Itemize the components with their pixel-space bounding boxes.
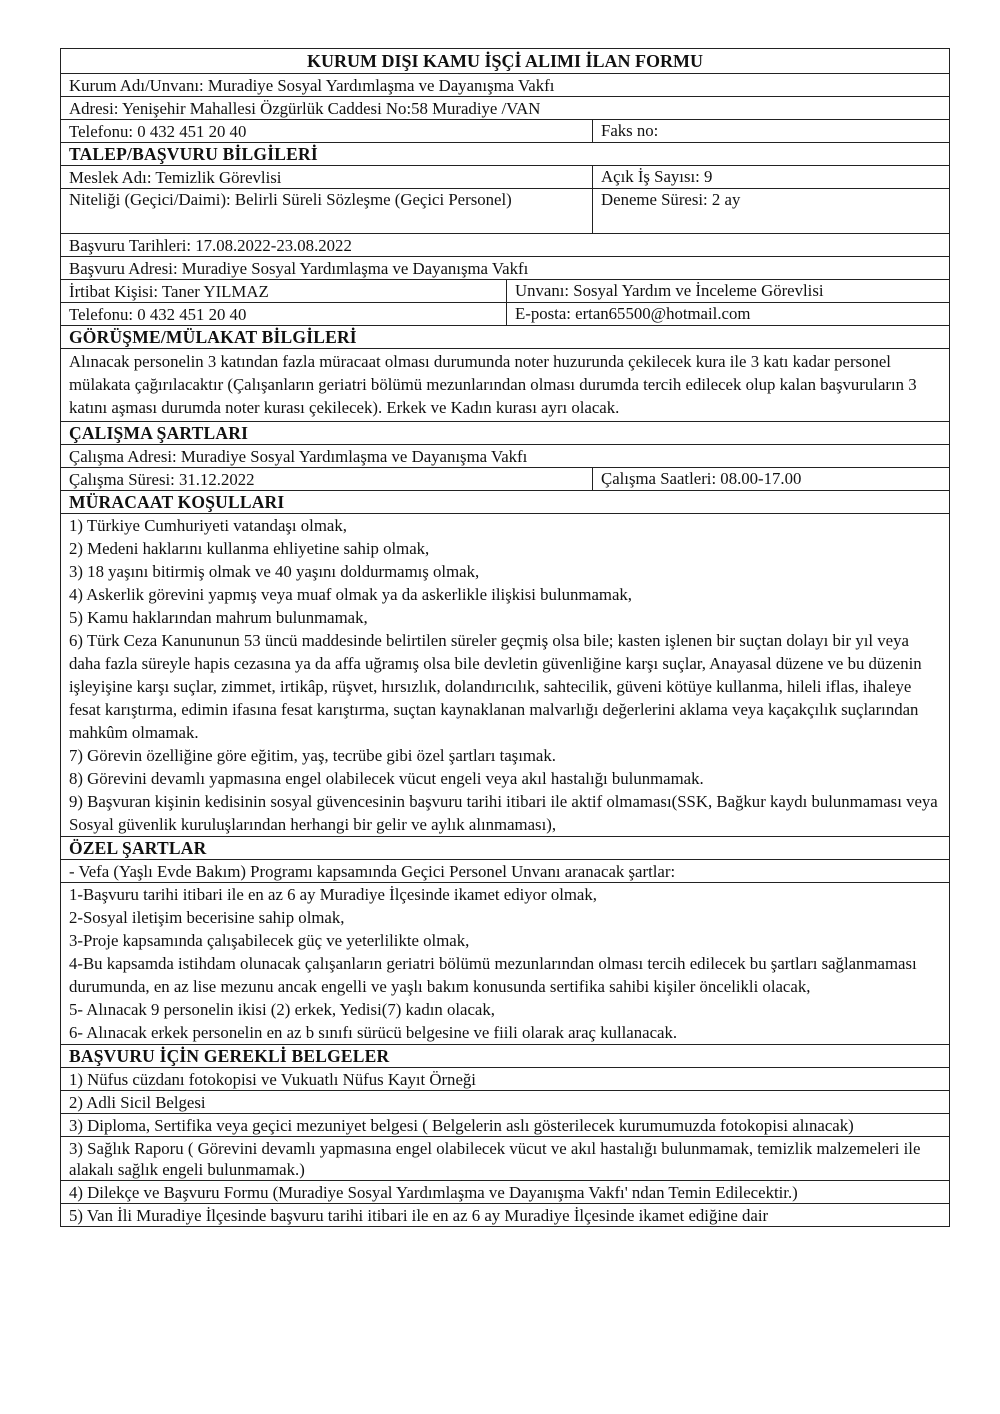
work-duration: Çalışma Süresi: 31.12.2022 <box>69 470 255 489</box>
form-title: KURUM DIŞI KAMU İŞÇİ ALIMI İLAN FORMU <box>61 49 949 74</box>
list-item: 8) Görevini devamlı yapmasına engel olabilecek vücut engeli veya akıl hastalığı bulunmamak. <box>69 769 704 788</box>
section-heading-talep: TALEP/BAŞVURU BİLGİLERİ <box>69 144 318 164</box>
document-item: 1) Nüfus cüzdanı fotokopisi ve Vukuatlı Nüfus Kayıt Örneği <box>69 1070 476 1089</box>
application-conditions-list <box>61 514 949 836</box>
document-item: 3) Diploma, Sertifika veya geçici mezuniyet belgesi ( Belgelerin aslı gösterilecek kurumumuzda fotokopisi alınacak) <box>69 1116 854 1135</box>
list-item: 6) Türk Ceza Kanununun 53 üncü maddesinde belirtilen süreler geçmiş olsa bile; kasten işlenen bir suçtan dolayı bir yıl veya daha fazla süreyle hapis cezasına ya da affa uğramış olsa bile devletin güvenliğine karşı suçlar, Anayasal düzene ve bu düzenin işleyişine karşı suçlar, zimmet, irtikâp, rüşvet, hırsızlık, dolandırıcılık, sahtecilik, güveni kötüye kullanma, hileli iflas, ihaleye fesat karıştırma, edimin ifasına fesat karıştırma, suçtan kaynaklanan malvarlığı değerlerini aklama veya kaçakçılık suçlarından mahkûm olmamak. <box>69 631 922 742</box>
list-item: 2) Medeni haklarını kullanma ehliyetine sahip olmak, <box>69 539 430 558</box>
section-heading-ozel: ÖZEL ŞARTLAR <box>69 838 207 858</box>
application-address: Başvuru Adresi: Muradiye Sosyal Yardımlaşma ve Dayanışma Vakfı <box>69 259 529 278</box>
job-title: Meslek Adı: Temizlik Görevlisi <box>69 168 282 187</box>
list-item: 5- Alınacak 9 personelin ikisi (2) erkek, Yedisi(7) kadın olacak, <box>69 1000 495 1019</box>
institution-address: Adresi: Yenişehir Mahallesi Özgürlük Caddesi No:58 Muradiye /VAN <box>69 99 541 118</box>
special-conditions-intro: - Vefa (Yaşlı Evde Bakım) Programı kapsamında Geçici Personel Unvanı aranacak şartlar: <box>69 862 676 881</box>
list-item: 1-Başvuru tarihi itibari ile en az 6 ay Muradiye İlçesinde ikamet ediyor olmak, <box>69 885 597 904</box>
work-hours: Çalışma Saatleri: 08.00-17.00 <box>592 468 949 490</box>
list-item: 9) Başvuran kişinin kedisinin sosyal güvencesinin başvuru tarihi itibari ile aktif olmaması(SSK, Bağkur kaydı bulunmaması veya Sosyal güvenlik kuruluşlarından herhangi bir gelir ve aylık alınmaması), <box>69 792 938 834</box>
list-item: 3-Proje kapsamında çalışabilecek güç ve yeterlilikte olmak, <box>69 931 470 950</box>
open-positions: Açık İş Sayısı: 9 <box>592 166 949 188</box>
document-item: 4) Dilekçe ve Başvuru Formu (Muradiye Sosyal Yardımlaşma ve Dayanışma Vakfı' ndan Temin Edilecektir.) <box>69 1183 798 1202</box>
list-item: 6- Alınacak erkek personelin en az b sınıfı sürücü belgesine ve fiili olarak araç kullanacak. <box>69 1023 678 1042</box>
probation-period: Deneme Süresi: 2 ay <box>592 189 949 233</box>
work-address: Çalışma Adresi: Muradiye Sosyal Yardımlaşma ve Dayanışma Vakfı <box>69 447 528 466</box>
list-item: 4) Askerlik görevini yapmış veya muaf olmak ya da askerlikle ilişkisi bulunmamak, <box>69 585 632 604</box>
list-item: 1) Türkiye Cumhuriyeti vatandaşı olmak, <box>69 516 347 535</box>
employment-type: Niteliği (Geçici/Daimi): Belirli Süreli Sözleşme (Geçici Personel) <box>69 190 512 209</box>
section-heading-gorusme: GÖRÜŞME/MÜLAKAT BİLGİLERİ <box>69 327 357 347</box>
list-item: 7) Görevin özelliğine göre eğitim, yaş, tecrübe gibi özel şartları taşımak. <box>69 746 556 765</box>
contact-phone: Telefonu: 0 432 451 20 40 <box>69 305 247 324</box>
institution-phone: Telefonu: 0 432 451 20 40 <box>69 122 247 141</box>
list-item: 3) 18 yaşını bitirmiş olmak ve 40 yaşını doldurmamış olmak, <box>69 562 480 581</box>
list-item: 4-Bu kapsamda istihdam olunacak çalışanların geriatri bölümü mezunlarından olması tercih edilecek bu şartları sağlanmaması durumunda, en az lise mezunu ancak engelli ve yaşlı bakım konusunda sertifika sahibi kişiler öncelikli olacak, <box>69 954 917 996</box>
application-dates: Başvuru Tarihleri: 17.08.2022-23.08.2022 <box>69 236 352 255</box>
special-conditions-list <box>61 883 949 1044</box>
contact-email: E-posta: ertan65500@hotmail.com <box>506 303 949 325</box>
section-heading-muracaat: MÜRACAAT KOŞULLARI <box>69 492 285 512</box>
announcement-form <box>60 48 950 1227</box>
document-item: 3) Sağlık Raporu ( Görevini devamlı yapmasına engel olabilecek vücut ve akıl hastalığı bulunmamak, temizlik malzemeleri ile alakalı sağlık engeli bulunmamak.) <box>69 1139 921 1179</box>
document-item: 2) Adli Sicil Belgesi <box>69 1093 206 1112</box>
list-item: 2-Sosyal iletişim becerisine sahip olmak, <box>69 908 345 927</box>
document-item: 5) Van İli Muradiye İlçesinde başvuru tarihi itibari ile en az 6 ay Muradiye İlçesinde ikamet ediğine dair <box>69 1206 769 1225</box>
interview-info: Alınacak personelin 3 katından fazla müracaat olması durumunda noter huzurunda çekilecek kura ile 3 katı kadar personel mülakata çağırılacaktır (Çalışanların geriatri bölümü mezunlarından olması durumda tercih edilecek olup kalan başvuruların 3 katını aşması durumda noter kurası çekilecek). Erkek ve Kadın kurası ayrı olacak. <box>69 352 917 417</box>
contact-title: Unvanı: Sosyal Yardım ve İnceleme Görevlisi <box>506 280 949 302</box>
list-item: 5) Kamu haklarından mahrum bulunmamak, <box>69 608 368 627</box>
institution-name: Kurum Adı/Unvanı: Muradiye Sosyal Yardımlaşma ve Dayanışma Vakfı <box>69 76 555 95</box>
section-heading-belgeler: BAŞVURU İÇİN GEREKLİ BELGELER <box>69 1046 390 1066</box>
section-heading-calisma: ÇALIŞMA ŞARTLARI <box>69 423 249 443</box>
institution-fax: Faks no: <box>592 120 949 142</box>
contact-person: İrtibat Kişisi: Taner YILMAZ <box>69 282 269 301</box>
